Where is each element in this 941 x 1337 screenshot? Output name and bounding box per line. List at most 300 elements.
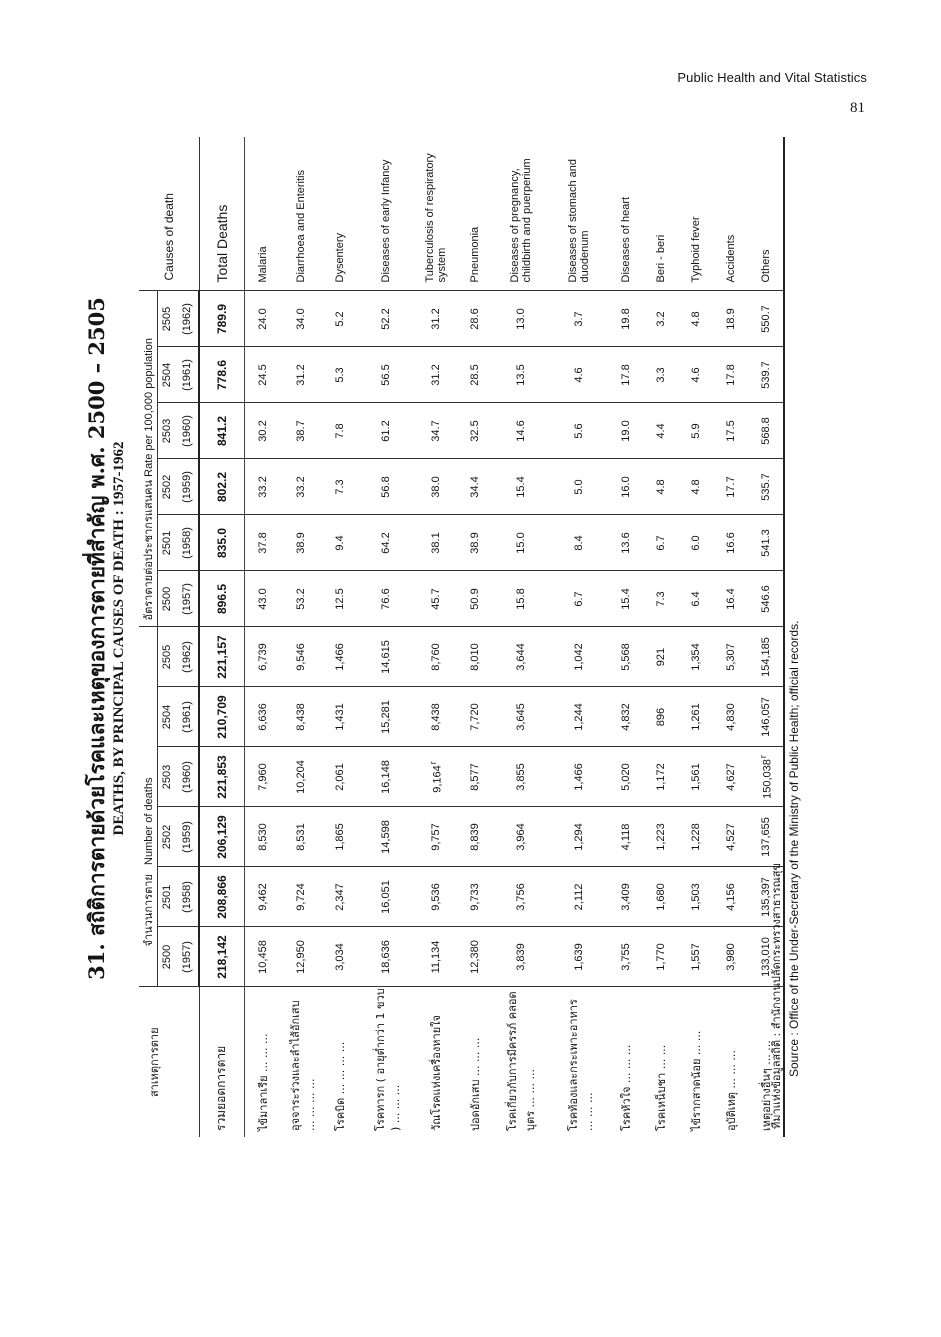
deaths-year-be-3: 2503 (158, 747, 177, 807)
rate-cell: 16.6 (713, 515, 748, 571)
rate-cell: 896.5 (199, 571, 245, 627)
deaths-value: 5,307 (724, 643, 737, 671)
rate-cell: 835.0 (199, 515, 245, 571)
cause-english: Diseases of heart (619, 196, 632, 283)
rate-cell: 28.5 (457, 347, 492, 403)
deaths-cell (550, 867, 608, 927)
cause-thai: ไข้มาลาเรีย ... ... ... (245, 987, 281, 1137)
rate-cell: 4.4 (643, 403, 678, 459)
deaths-value: 1,042 (573, 643, 585, 671)
deaths-cell (713, 627, 748, 687)
deaths-value: 1,431 (333, 703, 346, 731)
rate-cell: 38.7 (280, 403, 322, 459)
table-row (678, 137, 713, 1137)
deaths-cell (245, 927, 281, 987)
deaths-cell (608, 687, 643, 747)
deaths-value: 8,010 (468, 643, 481, 671)
rate-year-be-0: 2500 (161, 586, 173, 612)
deaths-value: 218,142 (215, 935, 229, 979)
deaths-year-ad-3: (1960) (176, 747, 199, 807)
deaths-cell (713, 807, 748, 867)
rate-cell: 30.2 (245, 403, 281, 459)
rate-cell: 43.0 (256, 588, 269, 610)
rate-cell: 16.4 (724, 588, 737, 610)
deaths-value: 3,644 (515, 643, 527, 671)
rate-cell: 38.9 (457, 515, 492, 571)
cause-thai: โรคเหน็บชา ... ... (643, 987, 678, 1137)
table-row (550, 137, 608, 1137)
deaths-value: 8,760 (430, 643, 442, 671)
rate-cell: 5.0 (550, 459, 608, 515)
deaths-value: 221,157 (215, 635, 229, 679)
rate-cell: 17.8 (608, 347, 643, 403)
rate-cell: 4.6 (550, 347, 608, 403)
deaths-cell (550, 927, 608, 987)
deaths-year-ad-4: (1961) (176, 687, 199, 747)
deaths-value: 146,057 (759, 697, 772, 737)
deaths-value: 2,061 (333, 763, 346, 791)
rate-cell: 13.5 (492, 347, 550, 403)
deaths-value: 2,112 (573, 883, 585, 911)
deaths-value: 14,615 (380, 640, 392, 674)
rate-cell: 3.7 (550, 291, 608, 347)
deaths-cell (199, 867, 245, 927)
table-row (608, 137, 643, 1137)
deaths-cell (357, 747, 415, 807)
deaths-value: 4,118 (619, 823, 632, 851)
rate-cell: 38.1 (415, 515, 457, 571)
rate-year-be-5: 2505 (158, 291, 177, 347)
deaths-cell (678, 627, 713, 687)
rate-cell: 6.7 (573, 591, 585, 607)
deaths-cell (199, 927, 245, 987)
source-note-thai: ที่มาแห่งข้อมูลสถิติ : สำนักงานปลัดกระทรวงสาธารณสุข (770, 862, 783, 1129)
deaths-cell (748, 627, 784, 687)
deaths-cell (713, 687, 748, 747)
deaths-value: 1,561 (689, 763, 702, 791)
cause-header-english: Causes of death (139, 137, 199, 291)
deaths-value: 14,598 (380, 820, 392, 854)
cause-english: Malaria (256, 246, 269, 283)
rate-cell: 61.2 (357, 403, 415, 459)
deaths-value: 12,380 (468, 940, 481, 974)
cause-english: Typhoid fever (689, 216, 702, 283)
deaths-value: 1,639 (573, 943, 585, 971)
deaths-value: 1,228 (689, 823, 702, 851)
table-row (492, 137, 550, 1137)
rate-cell: 37.8 (245, 515, 281, 571)
deaths-value: 16,148 (380, 760, 392, 794)
rate-year-be-2: 2502 (158, 459, 177, 515)
deaths-value: 3,756 (515, 883, 527, 911)
rate-year-ad-0: (1957) (176, 571, 199, 627)
deaths-year-be-0: 2500 (161, 944, 173, 970)
deaths-value: 9,536 (430, 883, 442, 911)
cause-thai: โรคหัวใจ ... ... ... (608, 987, 643, 1137)
deaths-value: 4,627 (724, 763, 737, 791)
rate-cell: 3.3 (643, 347, 678, 403)
revised-mark: r (757, 755, 768, 759)
deaths-value: 150,038 (761, 759, 774, 799)
rate-year-be-4: 2504 (158, 347, 177, 403)
rate-year-be-1: 2501 (158, 515, 177, 571)
deaths-cell (492, 807, 550, 867)
deaths-cell (280, 747, 322, 807)
deaths-value: 3,964 (515, 823, 527, 851)
table-row (457, 137, 492, 1137)
cause-thai: โรคทารก ( อายุต่ำกว่า 1 ขวบ ) ... ... ... (357, 987, 415, 1137)
rate-cell: 5.6 (550, 403, 608, 459)
deaths-cell (550, 687, 608, 747)
rate-cell: 52.2 (357, 291, 415, 347)
deaths-cell (245, 807, 281, 867)
rate-cell: 6.0 (678, 515, 713, 571)
deaths-value: 9,724 (295, 883, 307, 911)
deaths-cell (322, 867, 357, 927)
rate-year-ad-3: (1960) (176, 403, 199, 459)
rate-cell: 4.8 (678, 459, 713, 515)
deaths-cell (643, 927, 678, 987)
deaths-cell (608, 747, 643, 807)
rate-cell: 56.5 (357, 347, 415, 403)
rate-cell: 31.2 (280, 347, 322, 403)
deaths-year-be-4: 2504 (158, 687, 177, 747)
rate-cell: 8.4 (550, 515, 608, 571)
deaths-value: 3,409 (619, 883, 632, 911)
rate-year-ad-5: (1962) (176, 291, 199, 347)
deaths-value: 1,557 (689, 943, 702, 971)
deaths-value: 4,830 (724, 703, 737, 731)
deaths-cell (322, 687, 357, 747)
cause-english: Diarrhoea and Enteritis (295, 169, 307, 283)
rate-cell: 5.2 (322, 291, 357, 347)
deaths-value: 10,204 (295, 760, 307, 794)
rate-cell: 7.8 (322, 403, 357, 459)
revised-mark: r (428, 761, 439, 765)
deaths-value: 12,950 (295, 940, 307, 974)
rate-group-header: อัตราตายต่อประชากรแสนคน Rate per 100,000 population (139, 291, 158, 627)
rate-cell: 64.2 (357, 515, 415, 571)
rate-cell: 24.5 (245, 347, 281, 403)
deaths-cell (678, 747, 713, 807)
table-title-english: DEATHS, BY PRINCIPAL CAUSES OF DEATH : 1957-1962 (111, 441, 127, 836)
rate-cell: 15.4 (619, 588, 632, 610)
deaths-value: 7,960 (256, 763, 269, 791)
deaths-cell (492, 747, 550, 807)
cause-english: Accidents (724, 234, 737, 283)
deaths-value: 1,261 (689, 703, 702, 731)
rotated-table-page (73, 136, 813, 1141)
deaths-year-ad-5: (1962) (176, 627, 199, 687)
rate-cell: 539.7 (748, 347, 784, 403)
rate-cell: 546.6 (759, 585, 772, 613)
table-row (415, 137, 457, 1137)
deaths-cell (415, 627, 457, 687)
rate-cell: 13.0 (492, 291, 550, 347)
deaths-value: 3,839 (515, 943, 527, 971)
deaths-cell (643, 627, 678, 687)
deaths-cell (199, 687, 245, 747)
deaths-cell (713, 747, 748, 807)
rate-cell: 34.7 (415, 403, 457, 459)
deaths-value: 8,438 (295, 703, 307, 731)
table-title-thai: 31. สถิติการตายด้วยโรคและเหตุของการตายที่สำคัญ พ.ศ. 2500 – 2505 (84, 297, 109, 980)
deaths-value: 4,527 (724, 823, 737, 851)
rate-cell: 9.4 (322, 515, 357, 571)
cause-thai: โรคเกี่ยวกับการมีครรภ์ คลอดบุตร ... ... ... (492, 987, 550, 1137)
deaths-cell (280, 867, 322, 927)
rate-cell: 7.3 (654, 591, 667, 607)
deaths-year-ad-1: (1958) (176, 867, 199, 927)
deaths-cell (322, 807, 357, 867)
cause-thai: ไข้รากสาดน้อย ... ... (678, 987, 713, 1137)
deaths-value: 3,645 (515, 703, 527, 731)
rate-year-ad-2: (1959) (176, 459, 199, 515)
rate-cell: 568.8 (748, 403, 784, 459)
deaths-cell (748, 747, 784, 807)
deaths-cell (678, 927, 713, 987)
deaths-cell (199, 807, 245, 867)
deaths-cell (322, 627, 357, 687)
deaths-cell (280, 627, 322, 687)
deaths-cell (492, 687, 550, 747)
cause-thai: อุบัติเหตุ ... ... ... (713, 987, 748, 1137)
rate-cell: 14.6 (492, 403, 550, 459)
deaths-value: 221,853 (215, 755, 229, 799)
rate-cell: 18.9 (713, 291, 748, 347)
deaths-cell (357, 687, 415, 747)
rate-cell: 19.8 (608, 291, 643, 347)
deaths-cell (357, 627, 415, 687)
deaths-value: 11,134 (430, 940, 442, 974)
deaths-cell (199, 747, 245, 807)
deaths-value: 5,568 (619, 643, 632, 671)
deaths-cell (748, 687, 784, 747)
rate-cell: 24.0 (245, 291, 281, 347)
cause-english: Total Deaths (199, 137, 245, 291)
deaths-value: 18,636 (380, 940, 392, 974)
deaths-cell (322, 927, 357, 987)
rate-cell: 7.3 (322, 459, 357, 515)
deaths-cell (245, 687, 281, 747)
rate-cell: 50.9 (468, 588, 481, 610)
deaths-value: 137,655 (759, 817, 772, 857)
table-row (322, 137, 357, 1137)
cause-thai: รวมยอดการตาย (199, 987, 245, 1137)
deaths-year-ad-2: (1959) (176, 807, 199, 867)
deaths-value: 7,720 (468, 703, 481, 731)
rate-cell: 53.2 (295, 588, 307, 610)
deaths-value: 133,010 (759, 937, 772, 977)
cause-english: Others (759, 249, 772, 283)
rate-cell: 19.0 (608, 403, 643, 459)
deaths-value: 896 (654, 707, 667, 727)
table-row (713, 137, 748, 1137)
rate-cell: 31.2 (415, 347, 457, 403)
deaths-value: 206,129 (215, 815, 229, 859)
deaths-cell (678, 687, 713, 747)
rate-cell: 17.7 (713, 459, 748, 515)
rate-cell: 33.2 (245, 459, 281, 515)
rate-cell: 789.9 (199, 291, 245, 347)
cause-english: Beri - beri (654, 234, 667, 283)
deaths-value: 3,034 (333, 943, 346, 971)
rate-cell: 5.3 (322, 347, 357, 403)
cause-english: Diseases of early Infancy (380, 159, 392, 283)
deaths-value: 9,733 (468, 883, 481, 911)
cause-thai: โรคท้องและกระเพาะอาหาร ... ... ... (550, 987, 608, 1137)
deaths-cell (678, 867, 713, 927)
deaths-value: 9,546 (295, 643, 307, 671)
rate-cell: 76.6 (380, 588, 392, 610)
cause-thai: อุจจาระร่วงและลำไส้อักเสบ ... ... ... ... (280, 987, 322, 1137)
deaths-value: 1,865 (333, 823, 346, 851)
rate-cell: 550.7 (748, 291, 784, 347)
deaths-value: 1,770 (654, 943, 667, 971)
deaths-cell (415, 807, 457, 867)
rate-cell: 15.0 (492, 515, 550, 571)
source-note-english: Source : Office of the Under-Secretary of the Ministry of Public Health; official records. (787, 620, 801, 1077)
deaths-cell (550, 807, 608, 867)
deaths-value: 8,530 (256, 823, 269, 851)
rate-cell: 45.7 (430, 588, 442, 610)
table-row (357, 137, 415, 1137)
cause-english: Dysentery (333, 232, 346, 283)
deaths-cell (608, 627, 643, 687)
rate-cell: 17.8 (713, 347, 748, 403)
deaths-value: 9,757 (430, 823, 442, 851)
deaths-value: 6,739 (256, 643, 269, 671)
rate-cell: 6.7 (643, 515, 678, 571)
deaths-cell (643, 807, 678, 867)
deaths-cell (550, 627, 608, 687)
deaths-value: 4,156 (724, 883, 737, 911)
deaths-cell (748, 807, 784, 867)
deaths-value: 16,051 (380, 880, 392, 914)
deaths-cell (492, 627, 550, 687)
cause-thai: โรคบิด ... ... ... ... (322, 987, 357, 1137)
deaths-cell (457, 867, 492, 927)
deaths-cell (245, 747, 281, 807)
deaths-value: 3,755 (619, 943, 632, 971)
deaths-cell (415, 747, 457, 807)
deaths-value: 208,866 (215, 875, 229, 919)
deaths-group-header: จำนวนการตาย Number of deaths (139, 627, 158, 987)
deaths-value: 1,354 (689, 643, 702, 671)
deaths-value: 4,832 (619, 703, 632, 731)
rate-cell: 13.6 (608, 515, 643, 571)
rate-cell: 16.0 (608, 459, 643, 515)
deaths-cell (457, 687, 492, 747)
deaths-value: 1,172 (654, 763, 667, 791)
rate-cell: 15.8 (515, 588, 527, 610)
deaths-cell (713, 927, 748, 987)
deaths-value: 135,397 (759, 877, 772, 917)
rate-cell: 34.0 (280, 291, 322, 347)
deaths-table (139, 137, 789, 1137)
deaths-cell (199, 627, 245, 687)
deaths-value: 1,466 (573, 763, 585, 791)
rate-cell: 12.5 (333, 588, 346, 610)
deaths-cell (643, 867, 678, 927)
rate-cell: 4.8 (678, 291, 713, 347)
deaths-cell (678, 807, 713, 867)
rate-cell: 802.2 (199, 459, 245, 515)
deaths-cell (415, 687, 457, 747)
table-row (280, 137, 322, 1137)
cause-thai: วัณโรคแห่งเครื่องหายใจ (415, 987, 457, 1137)
deaths-value: 154,185 (759, 637, 772, 677)
deaths-cell (643, 747, 678, 807)
rate-cell: 28.6 (457, 291, 492, 347)
page-number: 81 (850, 100, 865, 116)
rate-cell: 535.7 (748, 459, 784, 515)
deaths-value: 6,636 (256, 703, 269, 731)
rate-cell: 38.0 (415, 459, 457, 515)
deaths-cell (608, 807, 643, 867)
deaths-cell (608, 867, 643, 927)
rate-cell: 3.2 (643, 291, 678, 347)
deaths-cell (643, 687, 678, 747)
deaths-value: 1,466 (333, 643, 346, 671)
table-row (643, 137, 678, 1137)
cause-thai: ปอดอักเสบ ... ... ... (457, 987, 492, 1137)
deaths-value: 2,347 (333, 883, 346, 911)
rate-cell: 5.9 (678, 403, 713, 459)
rate-cell: 56.8 (357, 459, 415, 515)
deaths-cell (457, 747, 492, 807)
rate-cell: 4.8 (643, 459, 678, 515)
deaths-cell (280, 927, 322, 987)
rate-cell: 32.5 (457, 403, 492, 459)
deaths-value: 1,294 (573, 823, 585, 851)
rate-cell: 778.6 (199, 347, 245, 403)
deaths-cell (245, 627, 281, 687)
deaths-year-ad-0: (1957) (176, 927, 199, 987)
deaths-cell (357, 807, 415, 867)
rate-cell: 31.2 (415, 291, 457, 347)
deaths-cell (280, 807, 322, 867)
rate-cell: 17.5 (713, 403, 748, 459)
rate-cell: 38.9 (280, 515, 322, 571)
deaths-cell (608, 927, 643, 987)
rate-cell: 15.4 (492, 459, 550, 515)
deaths-cell (457, 627, 492, 687)
rate-cell: 541.3 (748, 515, 784, 571)
deaths-value: 921 (654, 647, 667, 667)
running-head: Public Health and Vital Statistics (677, 70, 867, 85)
deaths-value: 8,438 (430, 703, 442, 731)
deaths-cell (280, 687, 322, 747)
deaths-value: 8,531 (295, 823, 307, 851)
deaths-value: 1,503 (689, 883, 702, 911)
deaths-year-be-1: 2501 (158, 867, 177, 927)
deaths-value: 5,020 (619, 763, 632, 791)
cause-english: Diseases of stomach and duodenum (567, 158, 591, 283)
cause-english: Diseases of pregnancy, childbirth and puerperium (509, 158, 533, 283)
deaths-cell (357, 927, 415, 987)
deaths-cell (357, 867, 415, 927)
rate-year-ad-1: (1958) (176, 515, 199, 571)
cause-thai: เหตุอย่างอื่นๆ ... ... (748, 987, 784, 1137)
deaths-cell (492, 867, 550, 927)
deaths-value: 8,839 (468, 823, 481, 851)
deaths-value: 1,223 (654, 823, 667, 851)
rate-year-be-3: 2503 (158, 403, 177, 459)
rate-year-ad-4: (1961) (176, 347, 199, 403)
deaths-value: 3,980 (724, 943, 737, 971)
deaths-year-be-5: 2505 (158, 627, 177, 687)
